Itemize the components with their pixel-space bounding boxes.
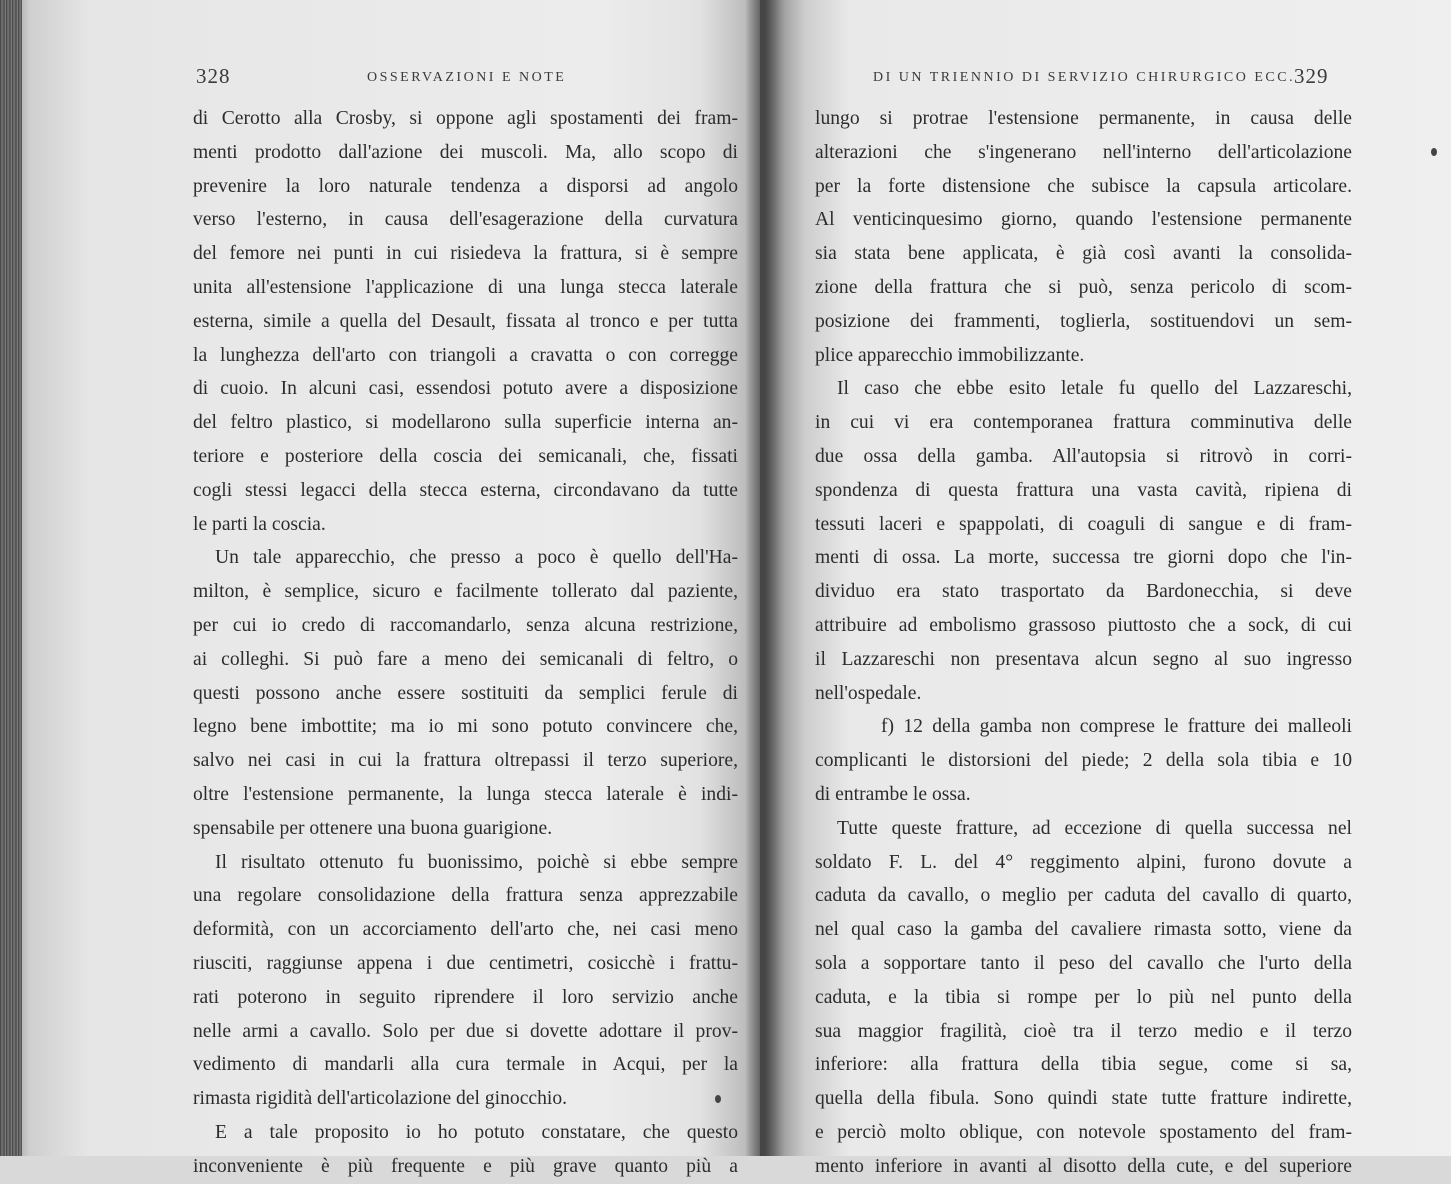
text-line: attribuire ad embolismo grassoso piuttosto che a sock, di cui: [815, 614, 1352, 636]
text-line: E a tale proposito io ho potuto constatare, che questo: [215, 1121, 738, 1143]
text-line: rati poterono in seguito riprendere il loro servizio anche: [193, 986, 738, 1008]
text-line: ai colleghi. Si può fare a meno dei semicanali di feltro, o: [193, 648, 738, 670]
text-line: rimasta rigidità dell'articolazione del ginocchio.: [193, 1088, 568, 1110]
text-line: spensabile per ottenere una buona guarigione.: [193, 817, 553, 839]
ink-speck: [715, 1095, 721, 1103]
text-line: una regolare consolidazione della frattura senza apprezzabile: [193, 885, 738, 907]
text-line: la lunghezza dell'arto con triangoli a cravatta o con corregge: [193, 344, 738, 366]
right-running-head: DI UN TRIENNIO DI SERVIZIO CHIRURGICO ECC.: [873, 70, 1296, 85]
text-line: di cuoio. In alcuni casi, essendosi potuto avere a disposizione: [193, 378, 738, 400]
text-line: e perciò molto oblique, con notevole spostamento del fram-: [815, 1121, 1352, 1143]
text-line: quella della fibula. Sono quindi state tutte fratture indirette,: [815, 1088, 1352, 1110]
text-line: soldato F. L. del 4° reggimento alpini, furono dovute a: [815, 851, 1352, 873]
text-line: zione della frattura che si può, senza pericolo di scom-: [815, 276, 1352, 298]
text-line: caduta, e la tibia si rompe per lo più nel punto della: [815, 986, 1352, 1008]
text-line: mento inferiore in avanti al disotto della cute, e del superiore: [815, 1155, 1352, 1177]
right-body-text: [815, 102, 1352, 1184]
text-line: verso l'esterno, in causa dell'esagerazione della curvatura: [193, 209, 738, 231]
text-line: teriore e posteriore della coscia dei semicanali, che, fissati: [193, 445, 738, 467]
text-line: riusciti, raggiunse appena i due centimetri, cosicchè i frattu-: [193, 952, 738, 974]
text-line: sia stata bene applicata, è già così avanti la consolida-: [815, 243, 1352, 265]
text-line: per cui io credo di raccomandarlo, senza alcuna restrizione,: [193, 614, 738, 636]
text-line: questi possono anche essere sostituiti da semplici ferule di: [193, 682, 738, 704]
text-line: oltre l'estensione permanente, la lunga stecca laterale è indi-: [193, 783, 738, 805]
ink-speck: [1431, 148, 1437, 156]
text-line: cogli stessi legacci della stecca esterna, circondavano da tutte: [193, 479, 738, 501]
text-line: nell'ospedale.: [815, 682, 922, 704]
text-line: menti prodotto dall'azione dei muscoli. Ma, allo scopo di: [193, 141, 738, 163]
text-line: vedimento di mandarli alla cura termale in Acqui, per la: [193, 1054, 738, 1076]
left-body-text: [193, 102, 738, 1184]
text-line: prevenire la loro naturale tendenza a disporsi ad angolo: [193, 175, 738, 197]
text-line: complicanti le distorsioni del piede; 2 della sola tibia e 10: [815, 750, 1352, 772]
text-line: salvo nei casi in cui la frattura oltrepassi il terzo superiore,: [193, 750, 738, 772]
text-line: di entrambe le ossa.: [815, 783, 971, 805]
text-line: alterazioni che s'ingenerano nell'interno dell'articolazione: [815, 141, 1352, 163]
text-line: lungo si protrae l'estensione permanente, in causa delle: [815, 108, 1352, 129]
text-line: inferiore: alla frattura della tibia segue, come si sa,: [815, 1054, 1352, 1076]
text-line: deformità, con un accorciamento dell'arto che, nei casi meno: [193, 919, 738, 941]
text-line: spondenza di questa frattura una vasta cavità, ripiena di: [815, 479, 1352, 501]
text-line: nel qual caso la gamba del cavaliere rimasta sotto, viene da: [815, 919, 1352, 941]
right-page: [760, 0, 1451, 1177]
right-page-number: 329: [1294, 64, 1329, 88]
book-gutter: [745, 0, 785, 1156]
text-line: il Lazzareschi non presentava alcun segno al suo ingresso: [815, 648, 1352, 670]
right-header: [760, 64, 1451, 96]
text-line: unita all'estensione l'applicazione di una lunga stecca laterale: [193, 276, 738, 298]
text-line: esterna, simile a quella del Desault, fissata al tronco e per tutta: [193, 310, 738, 332]
text-line: caduta da cavallo, o meglio per caduta del cavallo di quarto,: [815, 885, 1352, 907]
left-header: [0, 64, 760, 96]
text-line: tessuti laceri e spappolati, di coaguli di sangue e di fram-: [815, 513, 1352, 535]
text-line: sua maggior fragilità, cioè tra il terzo medio e il terzo: [815, 1020, 1352, 1042]
text-line: menti di ossa. La morte, successa tre giorni dopo che l'in-: [815, 547, 1352, 569]
text-line: inconveniente è più frequente e più grave quanto più a: [193, 1155, 738, 1177]
text-line: Il risultato ottenuto fu buonissimo, poichè si ebbe sempre: [215, 851, 738, 873]
text-line: Tutte queste fratture, ad eccezione di quella successa nel: [837, 817, 1352, 839]
text-line: Il caso che ebbe esito letale fu quello del Lazzareschi,: [837, 378, 1352, 400]
text-line: due ossa della gamba. All'autopsia si ritrovò in corri-: [815, 445, 1352, 467]
text-line: per la forte distensione che subisce la capsula articolare.: [815, 175, 1352, 197]
text-line: sola a sopportare tanto il peso del cavallo che l'urto della: [815, 952, 1352, 974]
text-line: Al venticinquesimo giorno, quando l'estensione permanente: [815, 209, 1352, 231]
text-line: del feltro plastico, si modellarono sulla superficie interna an-: [193, 412, 738, 434]
text-line: plice apparecchio immobilizzante.: [815, 344, 1085, 366]
text-line: di Cerotto alla Crosby, si oppone agli spostamenti dei fram-: [193, 108, 738, 129]
text-line: f) 12 della gamba non comprese le fratture dei malleoli: [881, 716, 1352, 738]
text-line: nelle armi a cavallo. Solo per due si dovette adottare il prov-: [193, 1020, 738, 1042]
text-line: Un tale apparecchio, che presso a poco è quello dell'Ha-: [215, 547, 738, 569]
page-stack-edge: [0, 0, 22, 1156]
text-line: in cui vi era contemporanea frattura comminutiva delle: [815, 412, 1352, 434]
left-page-number: 328: [196, 64, 231, 88]
text-line: dividuo era stato trasportato da Bardonecchia, si deve: [815, 581, 1352, 603]
text-line: le parti la coscia.: [193, 513, 326, 535]
text-line: milton, è semplice, sicuro e facilmente tollerato dal paziente,: [193, 581, 738, 603]
text-line: posizione dei frammenti, toglierla, sostituendovi un sem-: [815, 310, 1352, 332]
text-line: legno bene imbottite; ma io mi sono potuto convincere che,: [193, 716, 738, 738]
text-line: del femore nei punti in cui risiedeva la frattura, si è sempre: [193, 243, 738, 265]
left-running-head: OSSERVAZIONI E NOTE: [367, 70, 567, 85]
